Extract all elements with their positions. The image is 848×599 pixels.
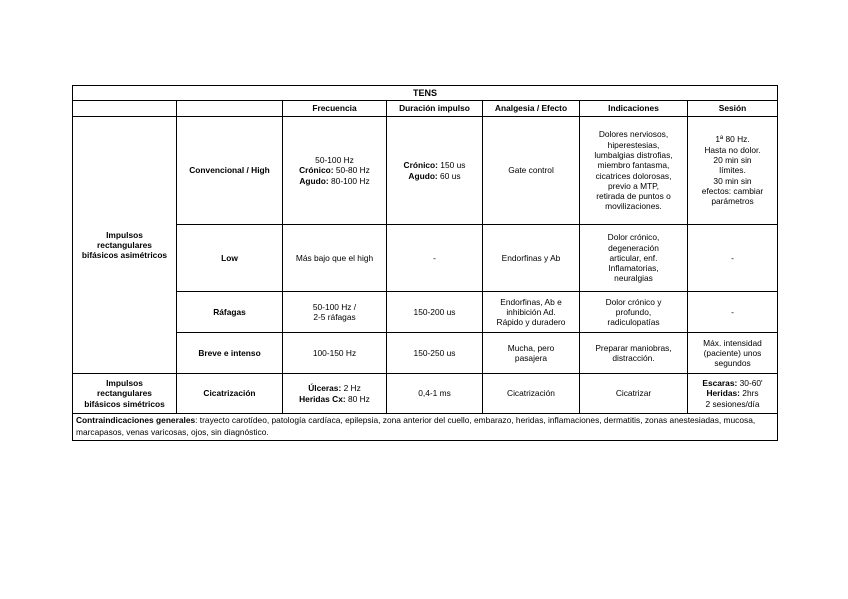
cell-line: -	[731, 252, 734, 263]
session-cell	[688, 374, 778, 414]
modality-cell: Cicatrización	[177, 374, 283, 414]
cell-line-label: Escaras:	[702, 378, 738, 389]
header-analgesia: Analgesia / Efecto	[483, 101, 580, 117]
cell-line: Mucha, pero	[507, 342, 555, 353]
table-title: TENS	[73, 86, 778, 101]
cell-line: degeneración	[608, 242, 659, 253]
header-frecuencia: Frecuencia	[283, 101, 387, 117]
cell-line: previo a MTP,	[607, 180, 660, 191]
header-empty	[177, 101, 283, 117]
group-label	[73, 374, 177, 414]
cell-line: Impulsos	[106, 229, 143, 240]
duration-cell	[387, 292, 483, 333]
cell-line: 150-200 us	[413, 306, 456, 317]
session-cell	[688, 225, 778, 292]
cell-line: neuralgias	[614, 273, 653, 284]
session-cell	[688, 292, 778, 333]
cell-line: límites.	[719, 165, 746, 176]
cell-line: Dolor crónico,	[607, 232, 660, 243]
cell-line: Cicatrizar	[615, 388, 652, 399]
cell-line: bifásicos asimétricos	[81, 250, 168, 261]
cell-line: Escaras: 30-60'	[702, 378, 763, 389]
cell-line: Cicatrización	[507, 388, 555, 399]
cell-line: Úlceras: 2 Hz	[308, 383, 361, 394]
cell-line-label: Úlceras:	[308, 383, 342, 394]
cell-line: Preparar maniobras,	[595, 342, 672, 353]
frequency-cell	[283, 292, 387, 333]
effect-cell	[483, 374, 580, 414]
cell-line: Heridas Cx: 80 Hz	[299, 393, 370, 404]
cell-line: segundos	[714, 358, 751, 369]
modality-cell: Low	[177, 225, 283, 292]
duration-cell	[387, 225, 483, 292]
cell-line: retirada de puntos o	[596, 191, 671, 202]
duration-cell	[387, 117, 483, 225]
table-row	[73, 374, 778, 414]
frequency-cell	[283, 225, 387, 292]
table-row	[73, 225, 778, 292]
cell-line: Rápido y duradero	[496, 317, 566, 328]
cell-line: Crónico: 150 us	[403, 160, 466, 171]
cell-line: -	[433, 252, 436, 263]
tens-table	[72, 85, 778, 441]
cell-line: miembro fantasma,	[597, 160, 670, 171]
table-row	[73, 292, 778, 333]
cell-line: radiculopatías	[607, 317, 660, 328]
contraindications-text: : trayecto carotídeo, patología cardíaca, epilepsia, zona anterior del cuello, embarazo, heridas, inflamaciones, dermatitis, zonas anestesiadas, mucosa, marcapasos, venas varicosas, ojos, sin diagnóstico.	[76, 415, 756, 437]
indications-cell	[580, 333, 688, 374]
cell-line: Hasta no dolor.	[704, 144, 761, 155]
cell-line: 20 min sin	[713, 155, 752, 166]
cell-line: 0,4-1 ms	[418, 388, 451, 399]
effect-cell	[483, 225, 580, 292]
cell-line: cicatrices dolorosas,	[595, 170, 672, 181]
cell-line: Dolor crónico y	[605, 296, 662, 307]
indications-cell	[580, 292, 688, 333]
header-indicaciones: Indicaciones	[580, 101, 688, 117]
cell-line: pasajera	[514, 353, 548, 363]
frequency-cell	[283, 374, 387, 414]
cell-line: 50-100 Hz	[315, 155, 354, 166]
cell-line-label: Agudo:	[408, 170, 438, 181]
table-row	[73, 117, 778, 225]
cell-line: Gate control	[508, 165, 554, 176]
indications-cell	[580, 374, 688, 414]
cell-line: Agudo: 60 us	[408, 170, 461, 181]
cell-line: profundo,	[615, 306, 652, 317]
contraindications-label: Contraindicaciones generales	[76, 415, 196, 425]
contraindications-cell	[73, 414, 778, 441]
frequency-cell	[283, 117, 387, 225]
cell-line: Agudo: 80-100 Hz	[299, 175, 370, 186]
cell-line: 100-150 Hz	[312, 347, 357, 358]
cell-line-label: Heridas:	[706, 388, 740, 399]
cell-line: 2-5 ráfagas	[313, 312, 356, 322]
cell-line-label: Agudo:	[299, 175, 329, 186]
indications-cell	[580, 117, 688, 225]
cell-line: 30 min sin	[713, 175, 752, 186]
cell-line-label: Crónico:	[299, 165, 334, 176]
cell-line: Impulsos	[106, 378, 143, 389]
duration-cell	[387, 374, 483, 414]
cell-line: Heridas: 2hrs	[706, 388, 759, 399]
modality-cell: Ráfagas	[177, 292, 283, 333]
header-empty	[73, 101, 177, 117]
cell-line: rectangulares	[97, 388, 152, 399]
modality-cell: Convencional / High	[177, 117, 283, 225]
cell-line: parámetros	[711, 196, 754, 207]
cell-line: Crónico: 50-80 Hz	[299, 165, 370, 176]
table-row	[73, 333, 778, 374]
cell-line: -	[731, 306, 734, 317]
cell-line: articular, enf.	[609, 252, 658, 263]
contraindications-row	[73, 414, 778, 441]
cell-line: Endorfinas, Ab e	[500, 296, 562, 307]
cell-line: bifásicos simétricos	[84, 398, 165, 409]
cell-line: efectos: cambiar	[701, 185, 764, 196]
cell-line: 50-100 Hz /	[312, 301, 357, 312]
cell-line: inhibición Ad.	[506, 306, 556, 317]
effect-cell	[483, 292, 580, 333]
cell-line: 150-250 us	[413, 347, 456, 358]
header-sesion: Sesión	[688, 101, 778, 117]
cell-line: Más bajo que el high	[295, 252, 374, 263]
indications-cell	[580, 225, 688, 292]
cell-line-label: Crónico:	[403, 160, 438, 171]
duration-cell	[387, 333, 483, 374]
cell-line: Máx. intensidad	[703, 337, 762, 348]
frequency-cell	[283, 333, 387, 374]
cell-line: hiperestesias,	[607, 139, 660, 150]
cell-line: Endorfinas y Ab	[501, 252, 561, 263]
cell-line: (paciente) unos	[703, 347, 762, 358]
session-cell	[688, 117, 778, 225]
cell-line: rectangulares	[97, 239, 152, 250]
group-label	[73, 117, 177, 374]
cell-line: Inflamatorias,	[608, 263, 659, 274]
cell-line: distracción.	[612, 353, 655, 363]
cell-line: lumbalgias distrofias,	[594, 149, 673, 160]
cell-line: movilizaciones.	[605, 201, 662, 212]
cell-line: 2 sesiones/día	[705, 398, 760, 409]
cell-line: Dolores nerviosos,	[598, 129, 669, 140]
modality-cell: Breve e intenso	[177, 333, 283, 374]
cell-line: 1ª 80 Hz.	[715, 134, 750, 145]
cell-line-label: Heridas Cx:	[299, 393, 346, 404]
effect-cell	[483, 333, 580, 374]
header-duracion: Duración impulso	[387, 101, 483, 117]
session-cell	[688, 333, 778, 374]
effect-cell	[483, 117, 580, 225]
